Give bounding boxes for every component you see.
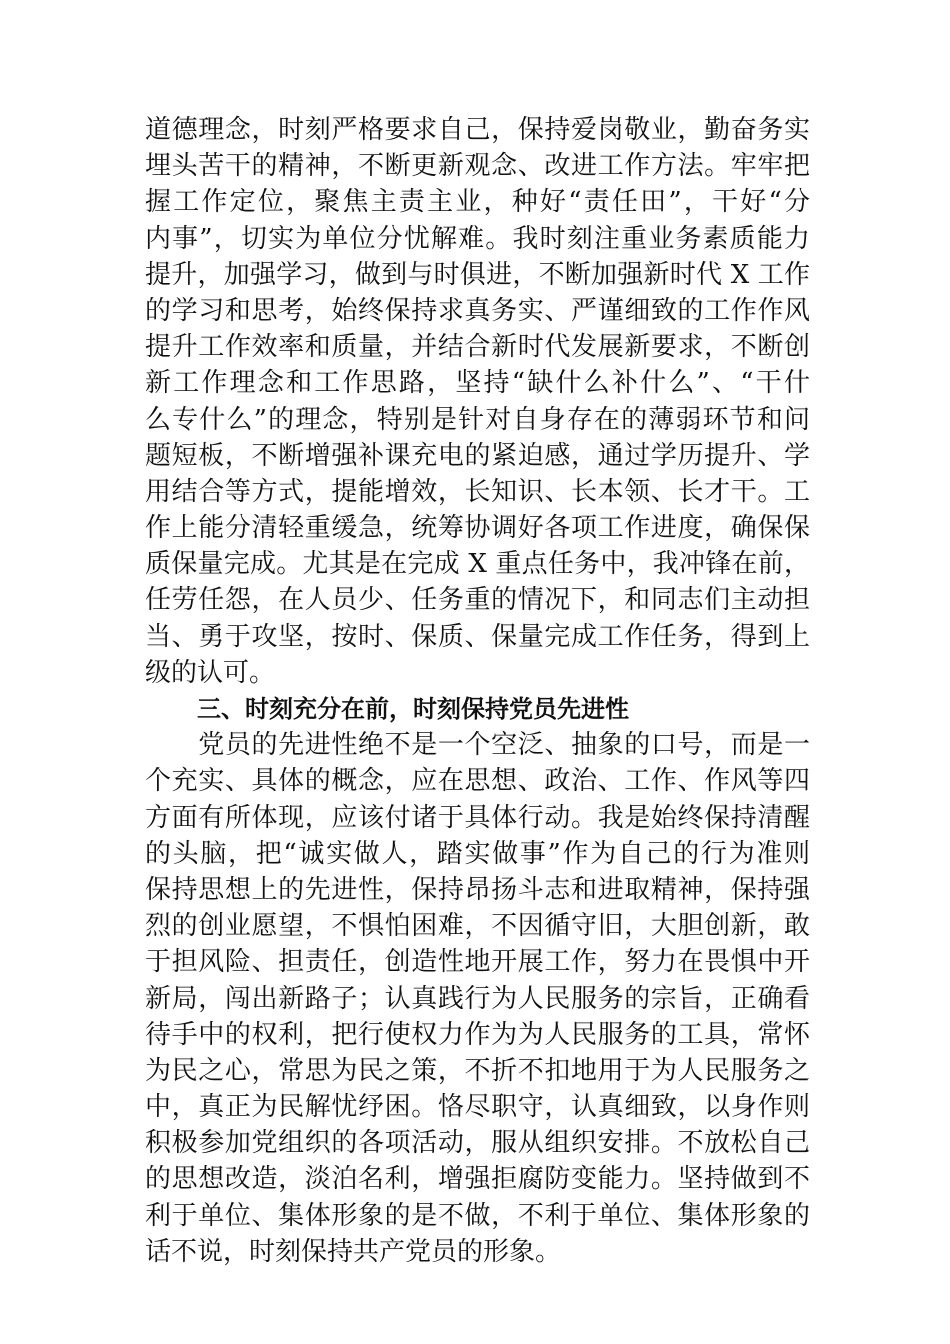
text-line: 用结合等方式，提能增效，长知识、长本领、长才干。工 [145,476,810,507]
text-line: 题短板，不断增强补课充电的紧迫感，通过学历提升、学 [145,440,810,471]
text-line: 新工作理念和工作思路，坚持“缺什么补什么”、“干什 [145,368,810,399]
paragraph-2 [145,727,810,1270]
text-line: 党员的先进性绝不是一个空泛、抽象的口号，而是一 [145,730,810,761]
text-line: 提升，加强学习，做到与时俱进，不断加强新时代 X 工作 [145,259,810,290]
paragraph-1 [145,112,810,691]
text-line: 的学习和思考，始终保持求真务实、严谨细致的工作作风 [145,295,810,326]
text-line: 质保量完成。尤其是在完成 X 重点任务中，我冲锋在前， [145,549,810,580]
text-line: 内事”，切实为单位分忧解难。我时刻注重业务素质能力 [145,223,810,254]
text-line: 级的认可。 [145,657,276,688]
text-line: 保持思想上的先进性，保持昂扬斗志和进取精神，保持强 [145,874,810,905]
text-line: 么专什么”的理念，特别是针对自身存在的薄弱环节和问 [145,404,810,435]
text-line: 埋头苦干的精神，不断更新观念、改进工作方法。牢牢把 [145,151,810,182]
text-line: 当、勇于攻坚，按时、保质、保量完成工作任务，得到上 [145,621,810,652]
text-line: 个充实、具体的概念，应在思想、政治、工作、作风等四 [145,766,810,797]
text-line: 于担风险、担责任，创造性地开展工作，努力在畏惧中开 [145,947,810,978]
text-line: 待手中的权利，把行使权力作为为人民服务的工具，常怀 [145,1019,810,1050]
section-heading: 三、时刻充分在前，时刻保持党员先进性 [197,695,629,723]
document-body [145,112,810,1270]
text-line: 为民之心，常思为民之策，不折不扣地用于为人民服务之 [145,1055,810,1086]
text-line: 任劳任怨，在人员少、任务重的情况下，和同志们主动担 [145,585,810,616]
text-line: 握工作定位，聚焦主责主业，种好“责任田”，干好“分 [145,187,810,218]
text-line: 作上能分清轻重缓急，统筹协调好各项工作进度，确保保 [145,513,810,544]
text-line: 的头脑，把“诚实做人，踏实做事”作为自己的行为准则 [145,838,810,869]
text-line: 利于单位、集体形象的是不做，不利于单位、集体形象的 [145,1200,810,1231]
text-line: 的思想改造，淡泊名利，增强拒腐防变能力。坚持做到不 [145,1164,810,1195]
text-line: 提升工作效率和质量，并结合新时代发展新要求，不断创 [145,332,810,363]
text-line: 话不说，时刻保持共产党员的形象。 [145,1236,562,1267]
text-line: 道德理念，时刻严格要求自己，保持爱岗敬业，勤奋务实 [145,115,810,145]
text-line: 烈的创业愿望，不惧怕困难，不因循守旧，大胆创新，敢 [145,911,810,942]
text-line: 积极参加党组织的各项活动，服从组织安排。不放松自己 [145,1128,810,1159]
text-line: 中，真正为民解忧纾困。恪尽职守，认真细致，以身作则 [145,1092,810,1123]
text-line: 方面有所体现，应该付诸于具体行动。我是始终保持清醒 [145,802,810,833]
text-line: 新局，闯出新路子；认真践行为人民服务的宗旨，正确看 [145,983,810,1014]
